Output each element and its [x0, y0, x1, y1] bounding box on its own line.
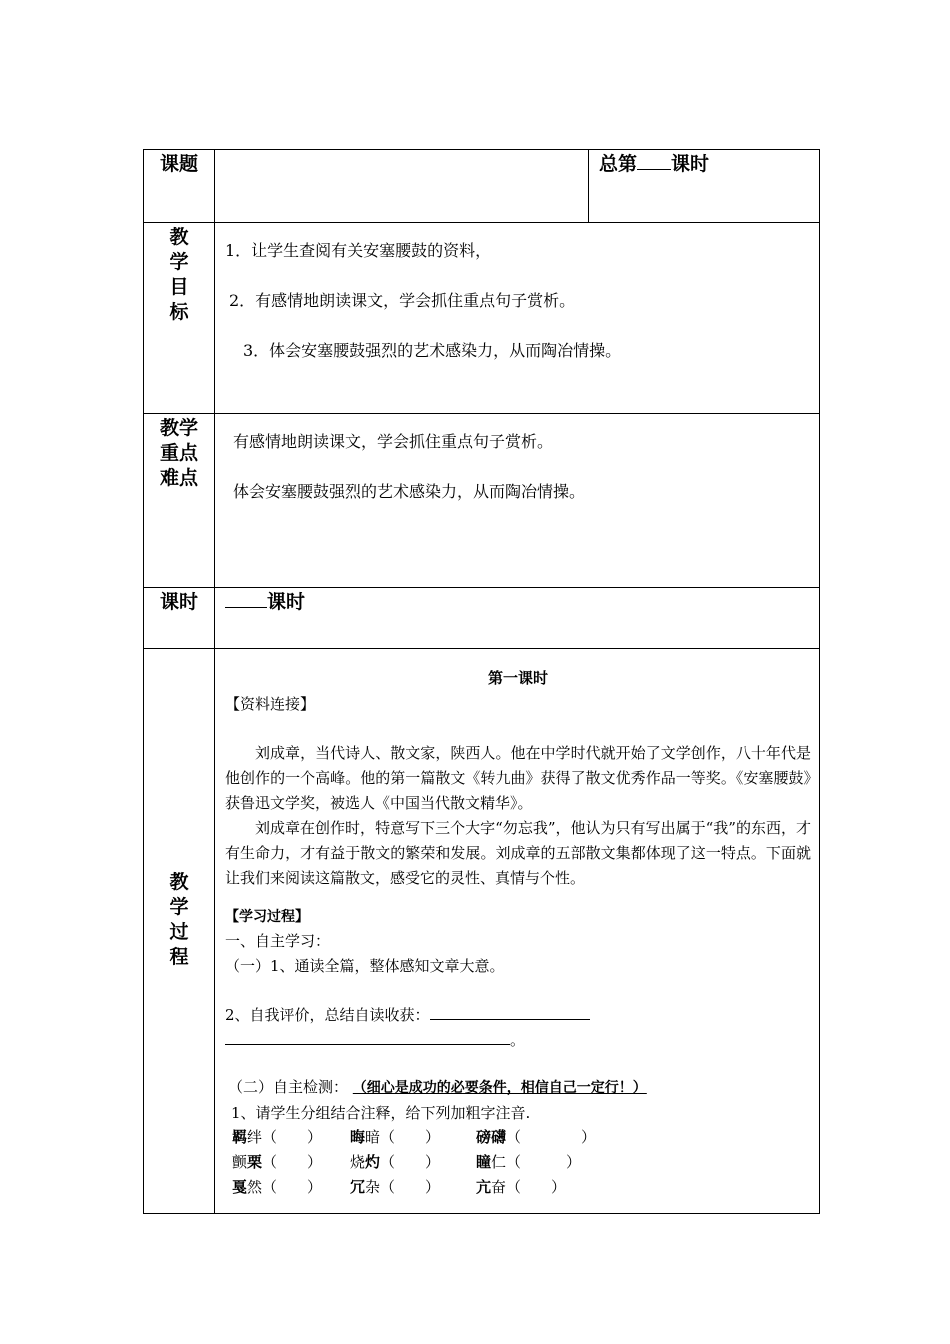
pinyin-answer-blank[interactable]: （ ）	[506, 1178, 567, 1196]
key-points-row	[144, 414, 820, 588]
goals-row	[144, 223, 820, 414]
pinyin-item	[350, 1125, 476, 1150]
pinyin-answer-blank[interactable]: （ ）	[380, 1153, 441, 1171]
hours-suffix: 课时	[267, 591, 306, 613]
hours-value	[215, 588, 819, 614]
hours-label-cell	[144, 588, 215, 649]
pinyin-plain-char: 绊	[247, 1128, 263, 1146]
hours-content-cell	[215, 588, 820, 649]
resource-heading: 【资料连接】	[225, 695, 316, 713]
pinyin-answer-blank[interactable]: （ ）	[380, 1128, 441, 1146]
topic-row	[144, 150, 820, 223]
total-hours	[589, 150, 819, 176]
total-hours-blank[interactable]	[637, 153, 671, 170]
goal-1: 1．让学生查阅有关安塞腰鼓的资料，	[225, 241, 492, 260]
self-check	[225, 1075, 811, 1101]
hours-row	[144, 588, 820, 649]
pinyin-item	[232, 1125, 350, 1150]
pinyin-bold-char: 戛	[232, 1178, 248, 1196]
pinyin-grid	[215, 1125, 819, 1200]
key-points-label: 教学重点难点	[159, 417, 198, 489]
topic-label-cell	[144, 150, 215, 223]
key-point-2: 体会安塞腰鼓强烈的艺术感染力，从而陶冶情操。	[233, 482, 586, 501]
lesson-plan-table	[143, 149, 820, 1214]
pinyin-answer-blank[interactable]: （ ）	[262, 1178, 323, 1196]
step-1: （一）1、通读全篇，整体感知文章大意。	[225, 957, 505, 975]
pinyin-bold-char: 栗	[247, 1153, 263, 1171]
self-check-motto: （细心是成功的必要条件，相信自己一定行！）	[352, 1080, 647, 1096]
goals-content-cell	[215, 223, 820, 414]
process-row	[144, 649, 820, 1214]
total-hours-cell	[589, 150, 820, 223]
step-2-continuation	[225, 1028, 811, 1053]
step-2	[225, 1003, 811, 1028]
pinyin-plain-char: 仁	[491, 1153, 507, 1171]
pinyin-bold-char: 晦	[350, 1128, 366, 1146]
total-hours-suffix: 课时	[671, 153, 710, 175]
pinyin-bold-char: 磅礴	[476, 1128, 507, 1146]
pinyin-answer-blank[interactable]: （ ）	[262, 1153, 323, 1171]
self-study-heading: 一、自主学习：	[225, 932, 331, 950]
key-points-label-cell	[144, 414, 215, 588]
pinyin-plain-char: 奋	[491, 1178, 507, 1196]
pinyin-answer-blank[interactable]: （ ）	[380, 1178, 441, 1196]
pinyin-plain-char: 暗	[365, 1128, 381, 1146]
pinyin-plain-char: 杂	[365, 1178, 381, 1196]
pinyin-bold-char: 瞳	[476, 1153, 492, 1171]
step-2-period: 。	[510, 1031, 526, 1049]
pinyin-item	[350, 1150, 476, 1175]
goals-label-cell	[144, 223, 215, 414]
topic-value-cell	[215, 150, 589, 223]
hours-blank[interactable]	[225, 591, 267, 608]
process-label: 教学过程	[169, 871, 189, 968]
step-2-text: 2、自我评价，总结自读收获：	[225, 1006, 430, 1024]
pinyin-plain-char: 颤	[232, 1153, 248, 1171]
pinyin-answer-blank[interactable]: （ ）	[262, 1128, 323, 1146]
pinyin-bold-char: 羁	[232, 1128, 248, 1146]
process-label-cell	[144, 649, 215, 1214]
pinyin-item	[350, 1175, 476, 1200]
topic-label: 课题	[159, 153, 198, 175]
pinyin-item	[476, 1125, 616, 1150]
pinyin-item	[232, 1150, 350, 1175]
total-hours-prefix: 总第	[599, 153, 638, 175]
process-content-cell	[215, 649, 820, 1214]
step-2-blank-1[interactable]	[430, 1005, 590, 1020]
pinyin-bold-char: 冗	[350, 1178, 366, 1196]
goals-label: 教学目标	[169, 226, 189, 323]
goal-3: 3．体会安塞腰鼓强烈的艺术感染力，从而陶冶情操。	[243, 341, 622, 360]
resource-paragraph-2: 刘成章在创作时，特意写下三个大字“勿忘我”，他认为只有写出属于“我”的东西，才有生命力，才有益于散文的繁荣和发展。刘成章的五部散文集都体现了这一特点。下面就让我们来阅读这篇散文，感受它的灵性、真情与个性。	[225, 819, 811, 887]
self-check-prefix: （二）自主检测：	[228, 1078, 349, 1096]
pinyin-instruction: 1、请学生分组结合注释，给下列加粗字注音.	[231, 1104, 531, 1122]
pinyin-item	[476, 1150, 616, 1175]
step-2-blank-2[interactable]	[225, 1030, 510, 1045]
pinyin-item	[476, 1175, 616, 1200]
pinyin-bold-char: 亢	[476, 1178, 492, 1196]
pinyin-answer-blank[interactable]: （ ）	[506, 1153, 582, 1171]
hours-label: 课时	[159, 591, 198, 613]
key-points-content-cell	[215, 414, 820, 588]
key-point-1: 有感情地朗读课文，学会抓住重点句子赏析。	[233, 432, 554, 451]
pinyin-answer-blank[interactable]: （ ）	[506, 1128, 597, 1146]
pinyin-item	[232, 1175, 350, 1200]
pinyin-bold-char: 灼	[365, 1153, 381, 1171]
pinyin-plain-char: 烧	[350, 1153, 366, 1171]
study-heading: 【学习过程】	[225, 909, 309, 925]
lesson-title: 第一课时	[487, 669, 548, 687]
goal-2: 2．有感情地朗读课文，学会抓住重点句子赏析。	[229, 291, 576, 310]
resource-paragraph-1: 刘成章，当代诗人、散文家，陕西人。他在中学时代就开始了文学创作，八十年代是他创作的一个高峰。他的第一篇散文《转九曲》获得了散文优秀作品一等奖。《安塞腰鼓》获鲁迅文学奖，被选人《中国当代散文精华》。	[225, 744, 811, 812]
pinyin-plain-char: 然	[247, 1178, 263, 1196]
